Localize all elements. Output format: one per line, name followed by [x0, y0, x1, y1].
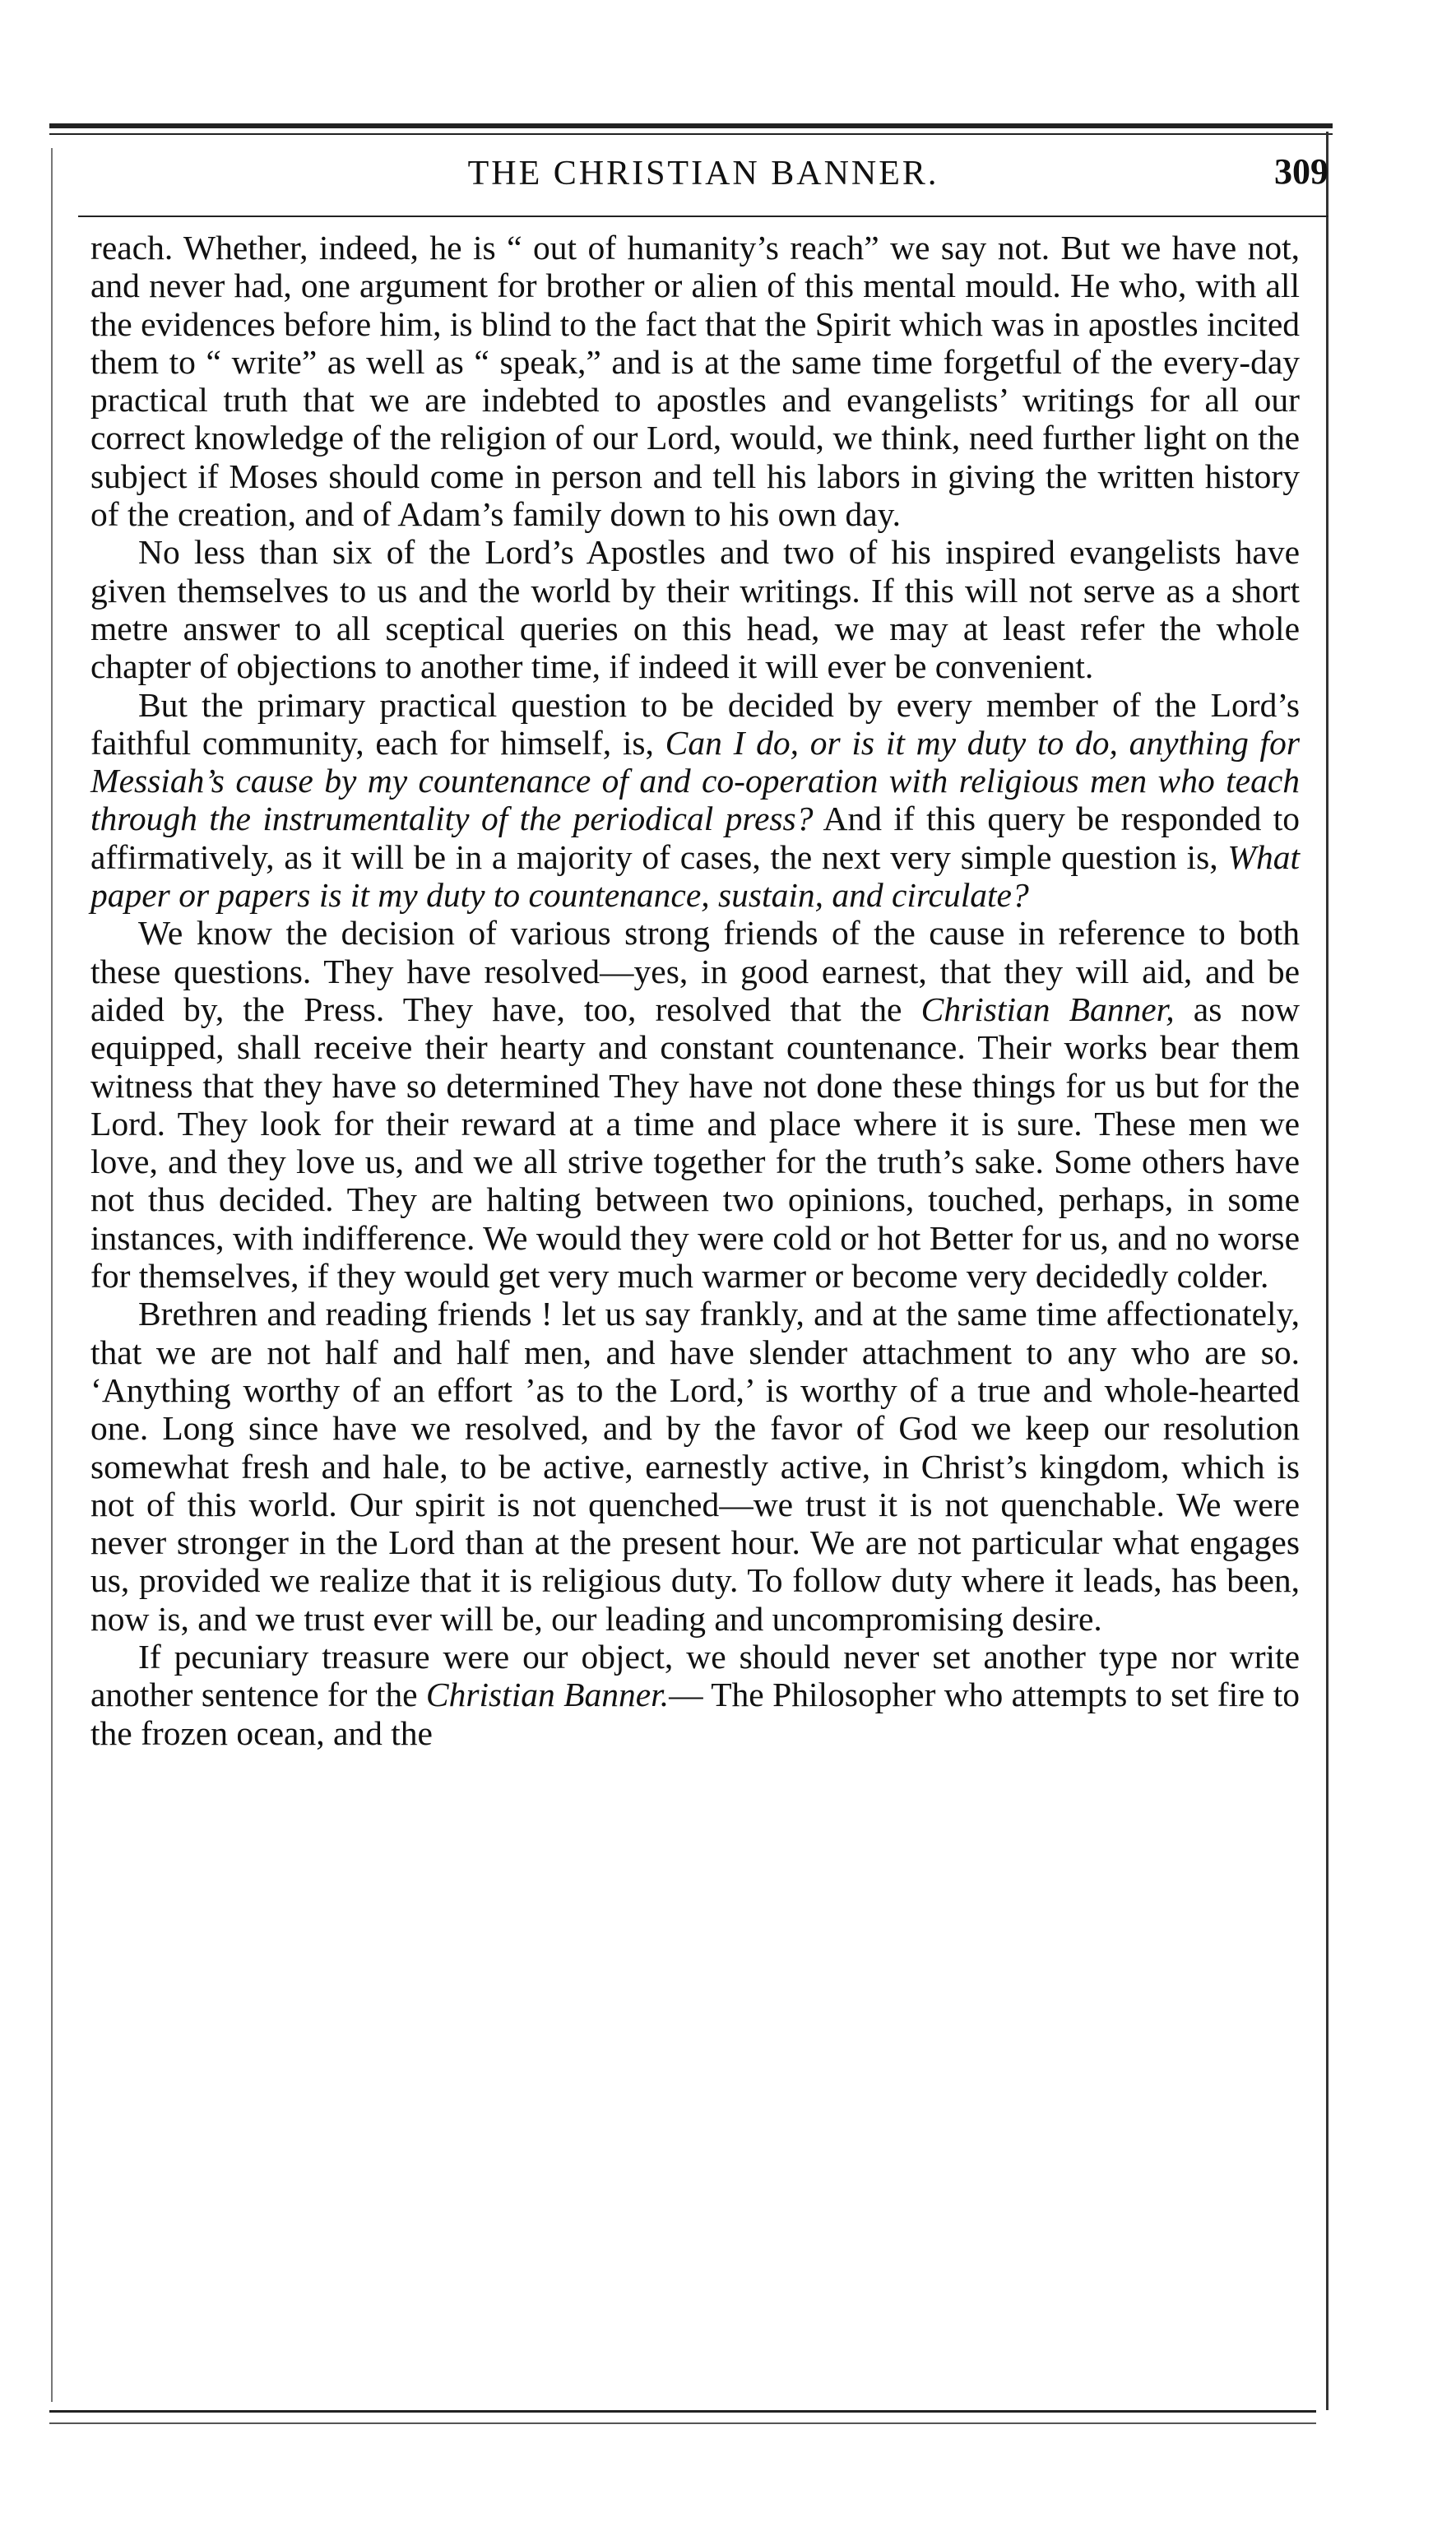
paragraph: [90, 1295, 1300, 1638]
text-run: No less than six of the Lord’s Apostles and two of his inspired evangelists have given themselves to us and the world by their writings. If this will not serve as a short metre answer to all sceptical queries on this head, we may at least refer the whole chapter of objections to another time, if indeed it will ever be convenient.: [90, 533, 1300, 686]
text-run: But the primary practical question to be decided by every member of the Lord’s faithful community, each for himself, is,: [90, 685, 1300, 762]
italic-text-run: Christian Banner.: [425, 1676, 670, 1714]
bottom-rule-thin: [49, 2422, 1316, 2424]
paragraph: [90, 1638, 1300, 1752]
italic-text-run: What paper or papers is it my duty to countenance, sustain, and circulate?: [90, 837, 1300, 915]
top-rule-thin: [49, 133, 1333, 135]
right-edge-line: [1326, 132, 1328, 2410]
paragraph: [90, 686, 1300, 915]
bottom-rule: [49, 2410, 1316, 2413]
paragraph: [90, 229, 1300, 533]
text-run: reach. Whether, indeed, he is “ out of humanity’s reach” we say not. But we have not, and never had, one argument for brother or alien of this mental mould. He who, with all the evidences before him, is blind to the fact that the Spirit which was in apostles incited them to “ write” as well as “ speak,” and is at the same time forgetful of the every-day practical truth that we are indebted to apostles and evangelists’ writings for all our correct knowledge of the religion of our Lord, would, we think, need further light on the subject if Moses should come in person and tell his labors in giving the written history of the creation, and of Adam’s family down to his own day.: [90, 229, 1300, 534]
text-run: If pecuniary treasure were our object, we should never set another type nor write another sentence for the: [90, 1637, 1300, 1714]
paragraph: [90, 914, 1300, 1295]
italic-text-run: Can I do, or is it my duty to do, anything for Messiah’s cause by my countenance of and co-operation with religious men who teach through the instrumentality of the periodical press?: [90, 723, 1300, 838]
text-run: — The Philosopher who attempts to set fire to the frozen ocean, and the: [90, 1676, 1301, 1752]
text-run: And if this query be responded to affirmatively, as it will be in a majority of cases, the next very simple question is,: [90, 800, 1300, 876]
running-title: THE CHRISTIAN BANNER.: [467, 155, 939, 192]
text-run: We know the decision of various strong friends of the cause in reference to both these questions. They have resolved—yes, in good earnest, that they will aid, and be aided by, the Press. They have, too, resolved that the: [90, 914, 1300, 1028]
left-edge-line: [51, 148, 53, 2402]
paragraph: [90, 533, 1300, 685]
page-header: [78, 144, 1328, 210]
header-rule: [78, 216, 1328, 217]
body-text: [90, 229, 1300, 1752]
top-rule: [49, 123, 1333, 128]
italic-text-run: Christian Banner,: [920, 990, 1175, 1028]
text-run: Brethren and reading friends ! let us say frankly, and at the same time affectionately, that we are not half and half men, and have slender attachment to any who are so. ‘Anything worthy of an effort ’as to the Lord,’ is worthy of a true and whole-hearted one. Long since have we resolved, and by the favor of God we keep our resolution somewhat fresh and hale, to be active, earnestly active, in Christ’s kingdom, which is not of this world. Our spirit is not quenched—we trust it is not quenchable. We were never stronger in the Lord than at the present hour. We are not particular what engages us, provided we realize that it is religious duty. To follow duty where it leads, has been, now is, and we trust ever will be, our leading and uncompromising desire.: [90, 1295, 1300, 1638]
text-run: as now equipped, shall receive their hearty and constant countenance. Their works bear them witness that they have so determined They have not done these things for us but for the Lord. They look for their reward at a time and place where it is sure. These men we love, and they love us, and we all strive together for the truth’s sake. Some others have not thus decided. They are halting between two opinions, touched, perhaps, in some instances, with indifference. We would they were cold or hot Better for us, and no worse for themselves, if they would get very much warmer or become very decidedly colder.: [90, 990, 1301, 1296]
page-number: 309: [1274, 151, 1328, 192]
